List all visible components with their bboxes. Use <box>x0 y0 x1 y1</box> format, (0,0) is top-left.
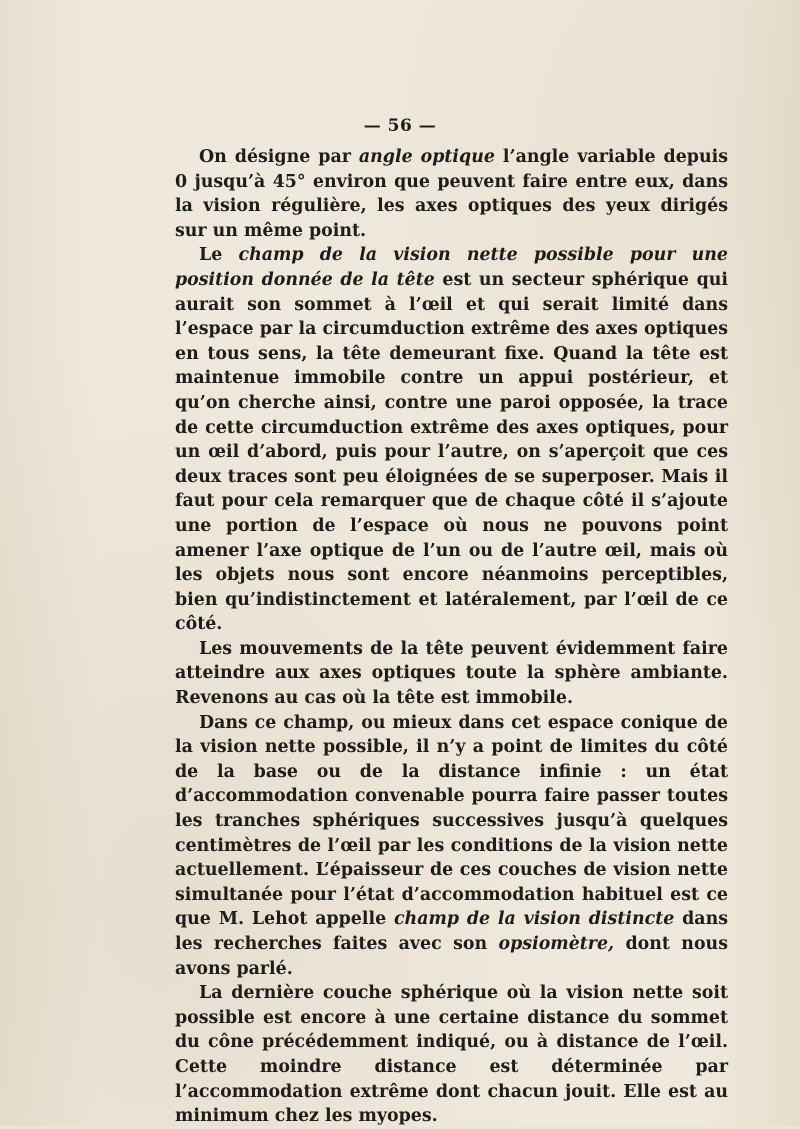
text-run: Dans ce champ, ou mieux dans cet espace conique de la vision nette possible, il n’y a point de limites du côté de la base ou de la distance infinie : un état d’accommodation convenable pourra faire passer toutes les tranches sphériques successives jusqu’à quelques centimètres de l’œil par les conditions de la vision nette actuellement. L’épaisseur de ces couches de vision nette simultanée pour l’état d’accommodation habituel est ce que M. Lehot appelle <box>175 712 728 930</box>
text-run: est un secteur sphérique qui aurait son sommet à l’œil et qui serait limité dans l’espace par la circumduction extrême des axes optiques en tous sens, la tête demeurant fixe. Quand la tête est maintenue immobile contre un appui postérieur, et qu’on cherche ainsi, contre une paroi opposée, la trace de cette circumduction extrême des axes optiques, pour un œil d’abord, puis pour l’autre, on s’aperçoit que ces deux traces sont peu éloignées de se superposer. Mais il faut pour cela remarquer que de chaque côté il s’ajoute une portion de l’espace où nous ne pouvons point amener l’axe optique de l’un ou de l’autre œil, mais où les objets nous sont encore néanmoins perceptibles, bien qu’indistinctement et latéralement, par l’œil de ce côté. <box>175 269 728 635</box>
paragraph <box>175 637 728 711</box>
paragraph <box>175 145 728 243</box>
text-run: La dernière couche sphérique où la vision nette soit possible est encore à une certaine distance du sommet du cône précédemment indiqué, ou à distance de l’œil. Cette moindre distance est déterminée par l’accommodation extrême dont chacun jouit. Elle est au minimum chez les myopes. <box>175 983 728 1127</box>
text-run: Le <box>199 245 239 266</box>
text-run: Les mouvements de la tête peuvent évidemment faire atteindre aux axes optiques toute la sphère ambiante. Revenons au cas où la tête est immobile. <box>175 638 728 709</box>
paragraph <box>175 981 728 1129</box>
text-run: dont nous avons parlé. <box>175 934 728 979</box>
italic-term: angle optique <box>358 147 495 167</box>
page-number: — 56 — <box>363 116 437 136</box>
text-run: l’angle variable depuis 0 jusqu’à 45° environ que peuvent faire entre eux, dans la vision régulière, les axes optiques des yeux dirigés sur un même point. <box>175 147 728 241</box>
italic-term: champ de la vision distincte <box>393 909 675 930</box>
text-run: dans les recherches faites avec son <box>175 909 728 954</box>
italic-term: champ de la vision nette possible pour une position donnée de la tête <box>175 245 728 290</box>
paragraph <box>175 711 728 982</box>
text-run: On désigne par <box>199 147 359 167</box>
body-text <box>175 145 728 1129</box>
italic-term: opsiomètre, <box>498 934 615 954</box>
paragraph <box>175 243 728 637</box>
